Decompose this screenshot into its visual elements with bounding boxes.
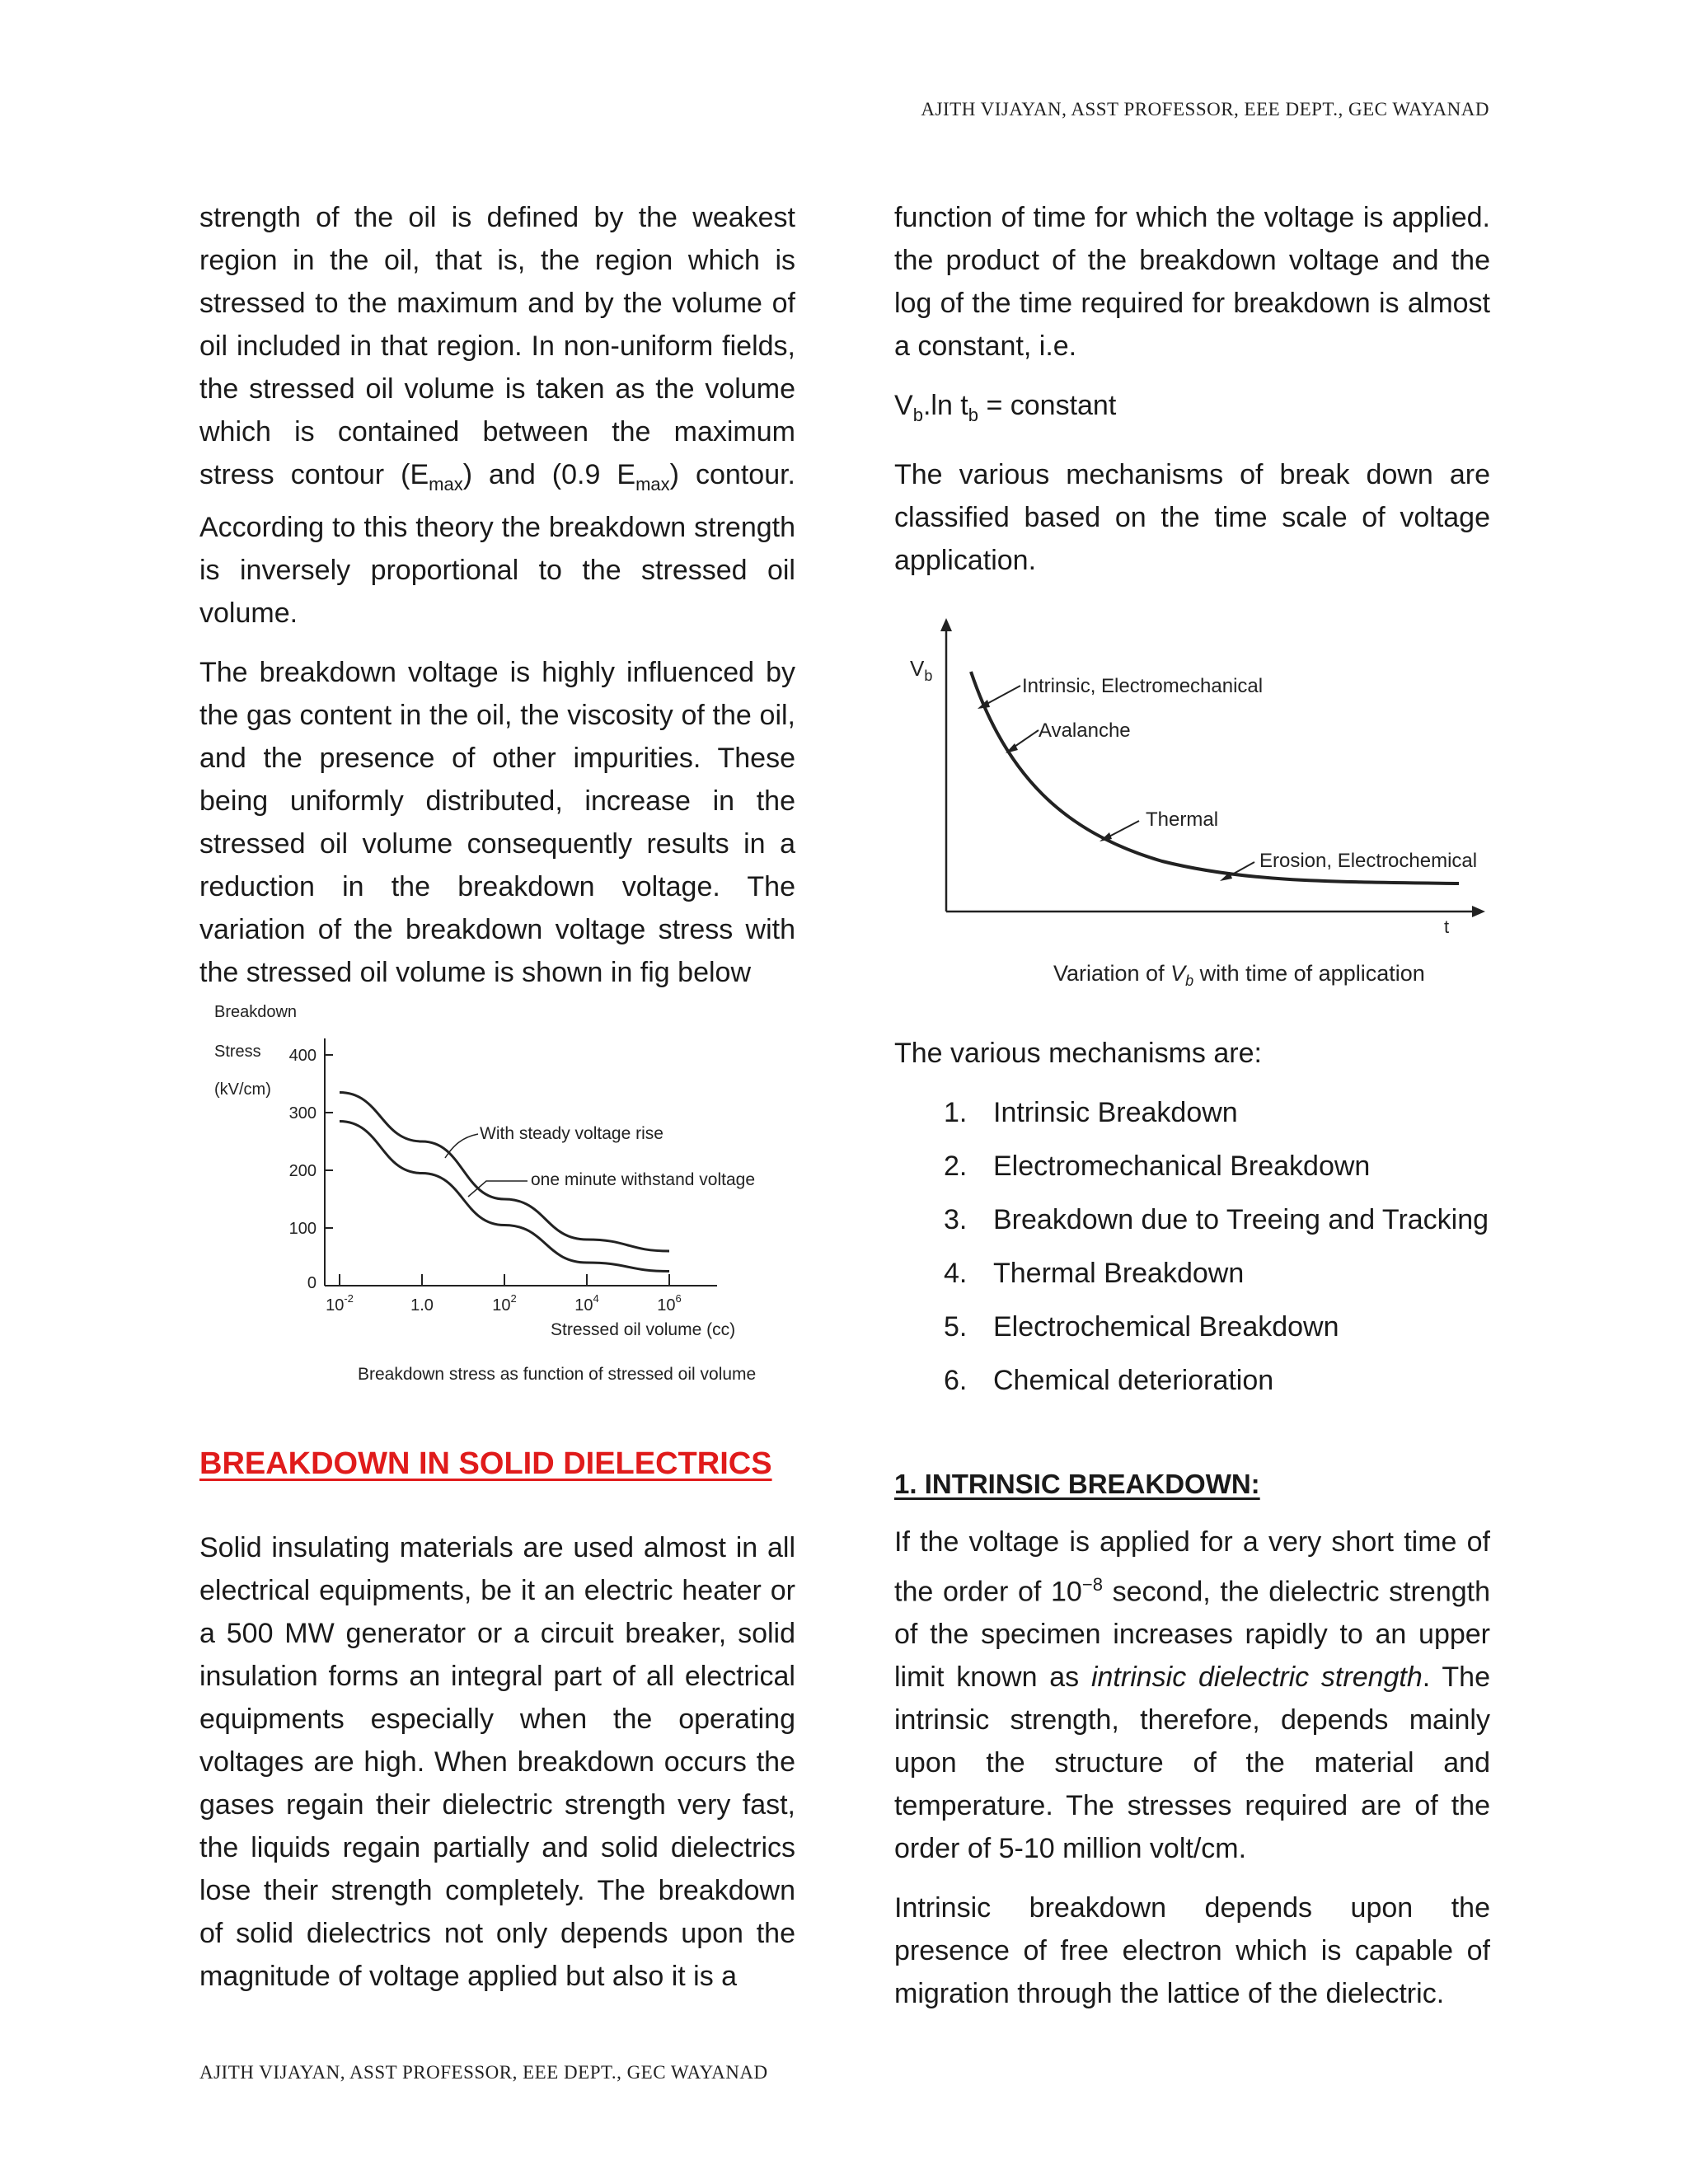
left-column (199, 196, 795, 1010)
fig1-label-minute: one minute withstand voltage (531, 1170, 756, 1189)
fig1-caption: Breakdown stress as function of stressed oil volume (358, 1365, 757, 1384)
heading-solid-dielectrics: BREAKDOWN IN SOLID DIELECTRICS (199, 1446, 772, 1481)
fig1-ylabel-3: (kV/cm) (214, 1080, 271, 1099)
paragraph-breakdown-voltage: The breakdown voltage is highly influenced by the gas content in the oil, the viscosity of the oil, and the presence of other impurities. These being uniformly distributed, increase in the stressed oil volume consequently results in a reduction in the breakdown voltage. The variation of the breakdown voltage stress with the stressed oil volume is shown in fig below (199, 656, 795, 988)
paragraph-intrinsic-strength: If the voltage is applied for a very short time of the order of $10^{-8}$ second, the dielectric strength of the specimen increases rapidly to an upper limit known as intrinsic dielectric strength. The intrinsic strength, therefore, depends mainly upon the structure of the material and temperature. The stresses required are of the order of 5-10 million volt/cm. (894, 1526, 1490, 1865)
mechanisms-intro: The various mechanisms are: (894, 1038, 1262, 1069)
mechanism-item: 6. Chemical deterioration (944, 1365, 1274, 1396)
mechanism-item: 3. Breakdown due to Treeing and Tracking (944, 1204, 1489, 1235)
right-column-lower (894, 1521, 1490, 2032)
fig2-label-erosion: Erosion, Electrochemical (1259, 850, 1478, 872)
fig1-xlabel: Stressed oil volume (cc) (551, 1320, 736, 1339)
mechanism-item: 5. Electrochemical Breakdown (944, 1311, 1339, 1343)
page-header: AJITH VIJAYAN, ASST PROFESSOR, EEE DEPT., GEC WAYANAD (921, 99, 1489, 120)
fig1-ytick-label: 100 (288, 1220, 316, 1238)
paragraph-oil-strength: strength of the oil is defined by the weakest region in the oil, that is, the region which is stressed to the maximum and by the volume of oil included in that region. In non-uniform fields, the stressed oil volume is taken as the volume which is contained between the maximum stress contour $(E_{max})$ and (0.9 $E_{max}$) contour. According to this theory the breakdown strength is inversely proportional to the stressed oil volume. (199, 202, 795, 629)
fig1-ytick-label: 300 (288, 1104, 316, 1122)
heading-intrinsic-breakdown: 1. INTRINSIC BREAKDOWN: (894, 1469, 1260, 1499)
paragraph-mechanisms-classified: The various mechanisms of break down are classified based on the time scale of voltage application. (894, 458, 1490, 576)
paragraph-time-function: function of time for which the voltage is applied. the product of the breakdown voltage and the log of the time required for breakdown is almost a constant, i.e. (894, 202, 1490, 362)
fig1-xtick-label: $10^4$ (574, 1292, 599, 1315)
fig2-label-thermal: Thermal (1146, 808, 1219, 831)
fig1-ylabel-1: Breakdown (214, 1003, 298, 1021)
right-column (894, 196, 1490, 598)
paragraph-free-electron: Intrinsic breakdown depends upon the presence of free electron which is capable of migration through the lattice of the dielectric. (894, 1892, 1490, 2010)
fig1-xtick-label: $10^{-2}$ (326, 1292, 354, 1315)
paragraph-solid-insulating: Solid insulating materials are used almost in all electrical equipments, be it an electric heater or a 500 MW generator or a circuit breaker, solid insulation forms an integral part of all electrical equipments especially when the operating voltages are high. When breakdown occurs the gases regain their dielectric strength very fast, the liquids regain partially and solid dielectrics lose their strength completely. The breakdown of solid dielectrics not only depends upon the magnitude of voltage applied but also it is a (199, 1532, 795, 1992)
fig1-ytick-label: 0 (307, 1274, 316, 1292)
fig2-xlabel: t (1444, 916, 1450, 937)
fig1-ylabel-2: Stress (214, 1043, 261, 1061)
fig1-ytick-label: 400 (288, 1047, 316, 1065)
fig1-xtick-label: $10^6$ (657, 1292, 682, 1315)
fig1-label-steady: With steady voltage rise (480, 1124, 663, 1143)
left-column-lower (199, 1526, 795, 2014)
figure-vb-time (898, 618, 1500, 997)
fig2-caption: Variation of $V_b$ with time of application (1053, 961, 1425, 989)
mechanism-item: 1. Intrinsic Breakdown (944, 1097, 1238, 1128)
fig2-label-intrinsic: Intrinsic, Electromechanical (1022, 675, 1264, 697)
mechanisms-list (894, 1086, 1489, 1408)
figure-breakdown-stress (206, 997, 767, 1393)
mechanism-item: 4. Thermal Breakdown (944, 1258, 1245, 1289)
fig1-xtick-label: $10^2$ (492, 1292, 517, 1315)
fig1-xtick-label: 1.0 (410, 1296, 434, 1315)
fig1-ytick-label: 200 (288, 1162, 316, 1180)
mechanism-item: 2. Electromechanical Breakdown (944, 1151, 1371, 1182)
fig2-ylabel: $V_b$ (910, 656, 933, 684)
equation-vb: $V_b.\ln$ $t_b$ = constant (894, 390, 1117, 425)
fig2-label-avalanche: Avalanche (1039, 719, 1131, 742)
page-footer: AJITH VIJAYAN, ASST PROFESSOR, EEE DEPT., GEC WAYANAD (199, 2062, 768, 2083)
fig1-curve-minute (340, 1122, 669, 1272)
